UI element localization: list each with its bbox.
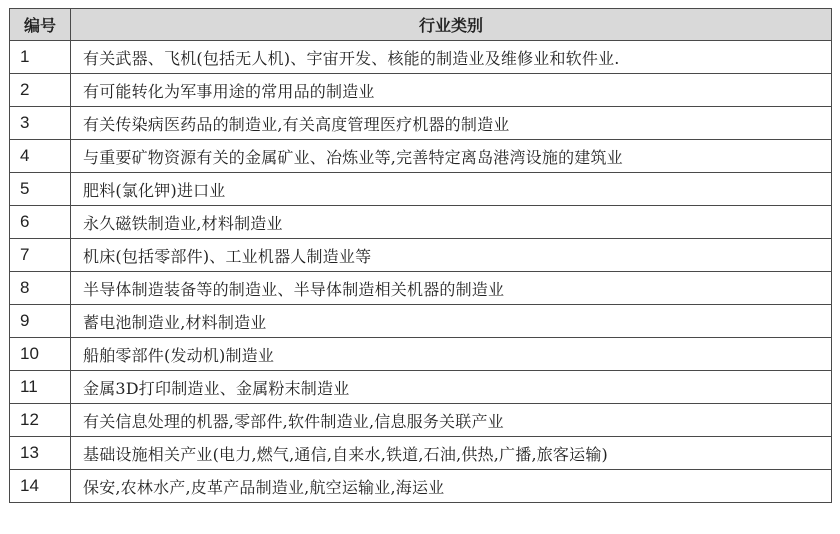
table-row — [10, 470, 832, 503]
table-row — [10, 239, 832, 272]
row-number: 4 — [10, 140, 71, 173]
row-number: 1 — [10, 41, 71, 74]
table-row — [10, 338, 832, 371]
row-category: 机床(包括零部件)、工业机器人制造业等 — [71, 239, 832, 272]
industry-table-container — [9, 8, 831, 503]
row-number: 7 — [10, 239, 71, 272]
row-category: 与重要矿物资源有关的金属矿业、冶炼业等,完善特定离岛港湾设施的建筑业 — [71, 140, 832, 173]
row-category: 永久磁铁制造业,材料制造业 — [71, 206, 832, 239]
row-number: 14 — [10, 470, 71, 503]
table-row — [10, 437, 832, 470]
row-category: 船舶零部件(发动机)制造业 — [71, 338, 832, 371]
row-category: 肥料(氯化钾)进口业 — [71, 173, 832, 206]
row-number: 2 — [10, 74, 71, 107]
row-category: 有关传染病医药品的制造业,有关高度管理医疗机器的制造业 — [71, 107, 832, 140]
row-category: 半导体制造装备等的制造业、半导体制造相关机器的制造业 — [71, 272, 832, 305]
row-number: 9 — [10, 305, 71, 338]
table-row — [10, 140, 832, 173]
row-category: 有关信息处理的机器,零部件,软件制造业,信息服务关联产业 — [71, 404, 832, 437]
row-number: 3 — [10, 107, 71, 140]
table-row — [10, 272, 832, 305]
row-number: 12 — [10, 404, 71, 437]
table-row — [10, 206, 832, 239]
row-category: 保安,农林水产,皮革产品制造业,航空运输业,海运业 — [71, 470, 832, 503]
row-number: 6 — [10, 206, 71, 239]
row-category: 有可能转化为军事用途的常用品的制造业 — [71, 74, 832, 107]
row-category: 基础设施相关产业(电力,燃气,通信,自来水,铁道,石油,供热,广播,旅客运输) — [71, 437, 832, 470]
table-row — [10, 74, 832, 107]
row-number: 11 — [10, 371, 71, 404]
row-number: 10 — [10, 338, 71, 371]
row-category: 金属3D打印制造业、金属粉末制造业 — [71, 371, 832, 404]
table-row — [10, 173, 832, 206]
header-number: 编号 — [10, 9, 71, 41]
table-row — [10, 305, 832, 338]
table-header-row — [10, 9, 832, 41]
table-row — [10, 107, 832, 140]
row-category: 蓄电池制造业,材料制造业 — [71, 305, 832, 338]
industry-category-table — [9, 8, 832, 503]
row-number: 8 — [10, 272, 71, 305]
row-number: 13 — [10, 437, 71, 470]
row-category: 有关武器、飞机(包括无人机)、宇宙开发、核能的制造业及维修业和软件业. — [71, 41, 832, 74]
row-number: 5 — [10, 173, 71, 206]
table-row — [10, 371, 832, 404]
header-category: 行业类别 — [71, 9, 832, 41]
table-row — [10, 404, 832, 437]
table-row — [10, 41, 832, 74]
